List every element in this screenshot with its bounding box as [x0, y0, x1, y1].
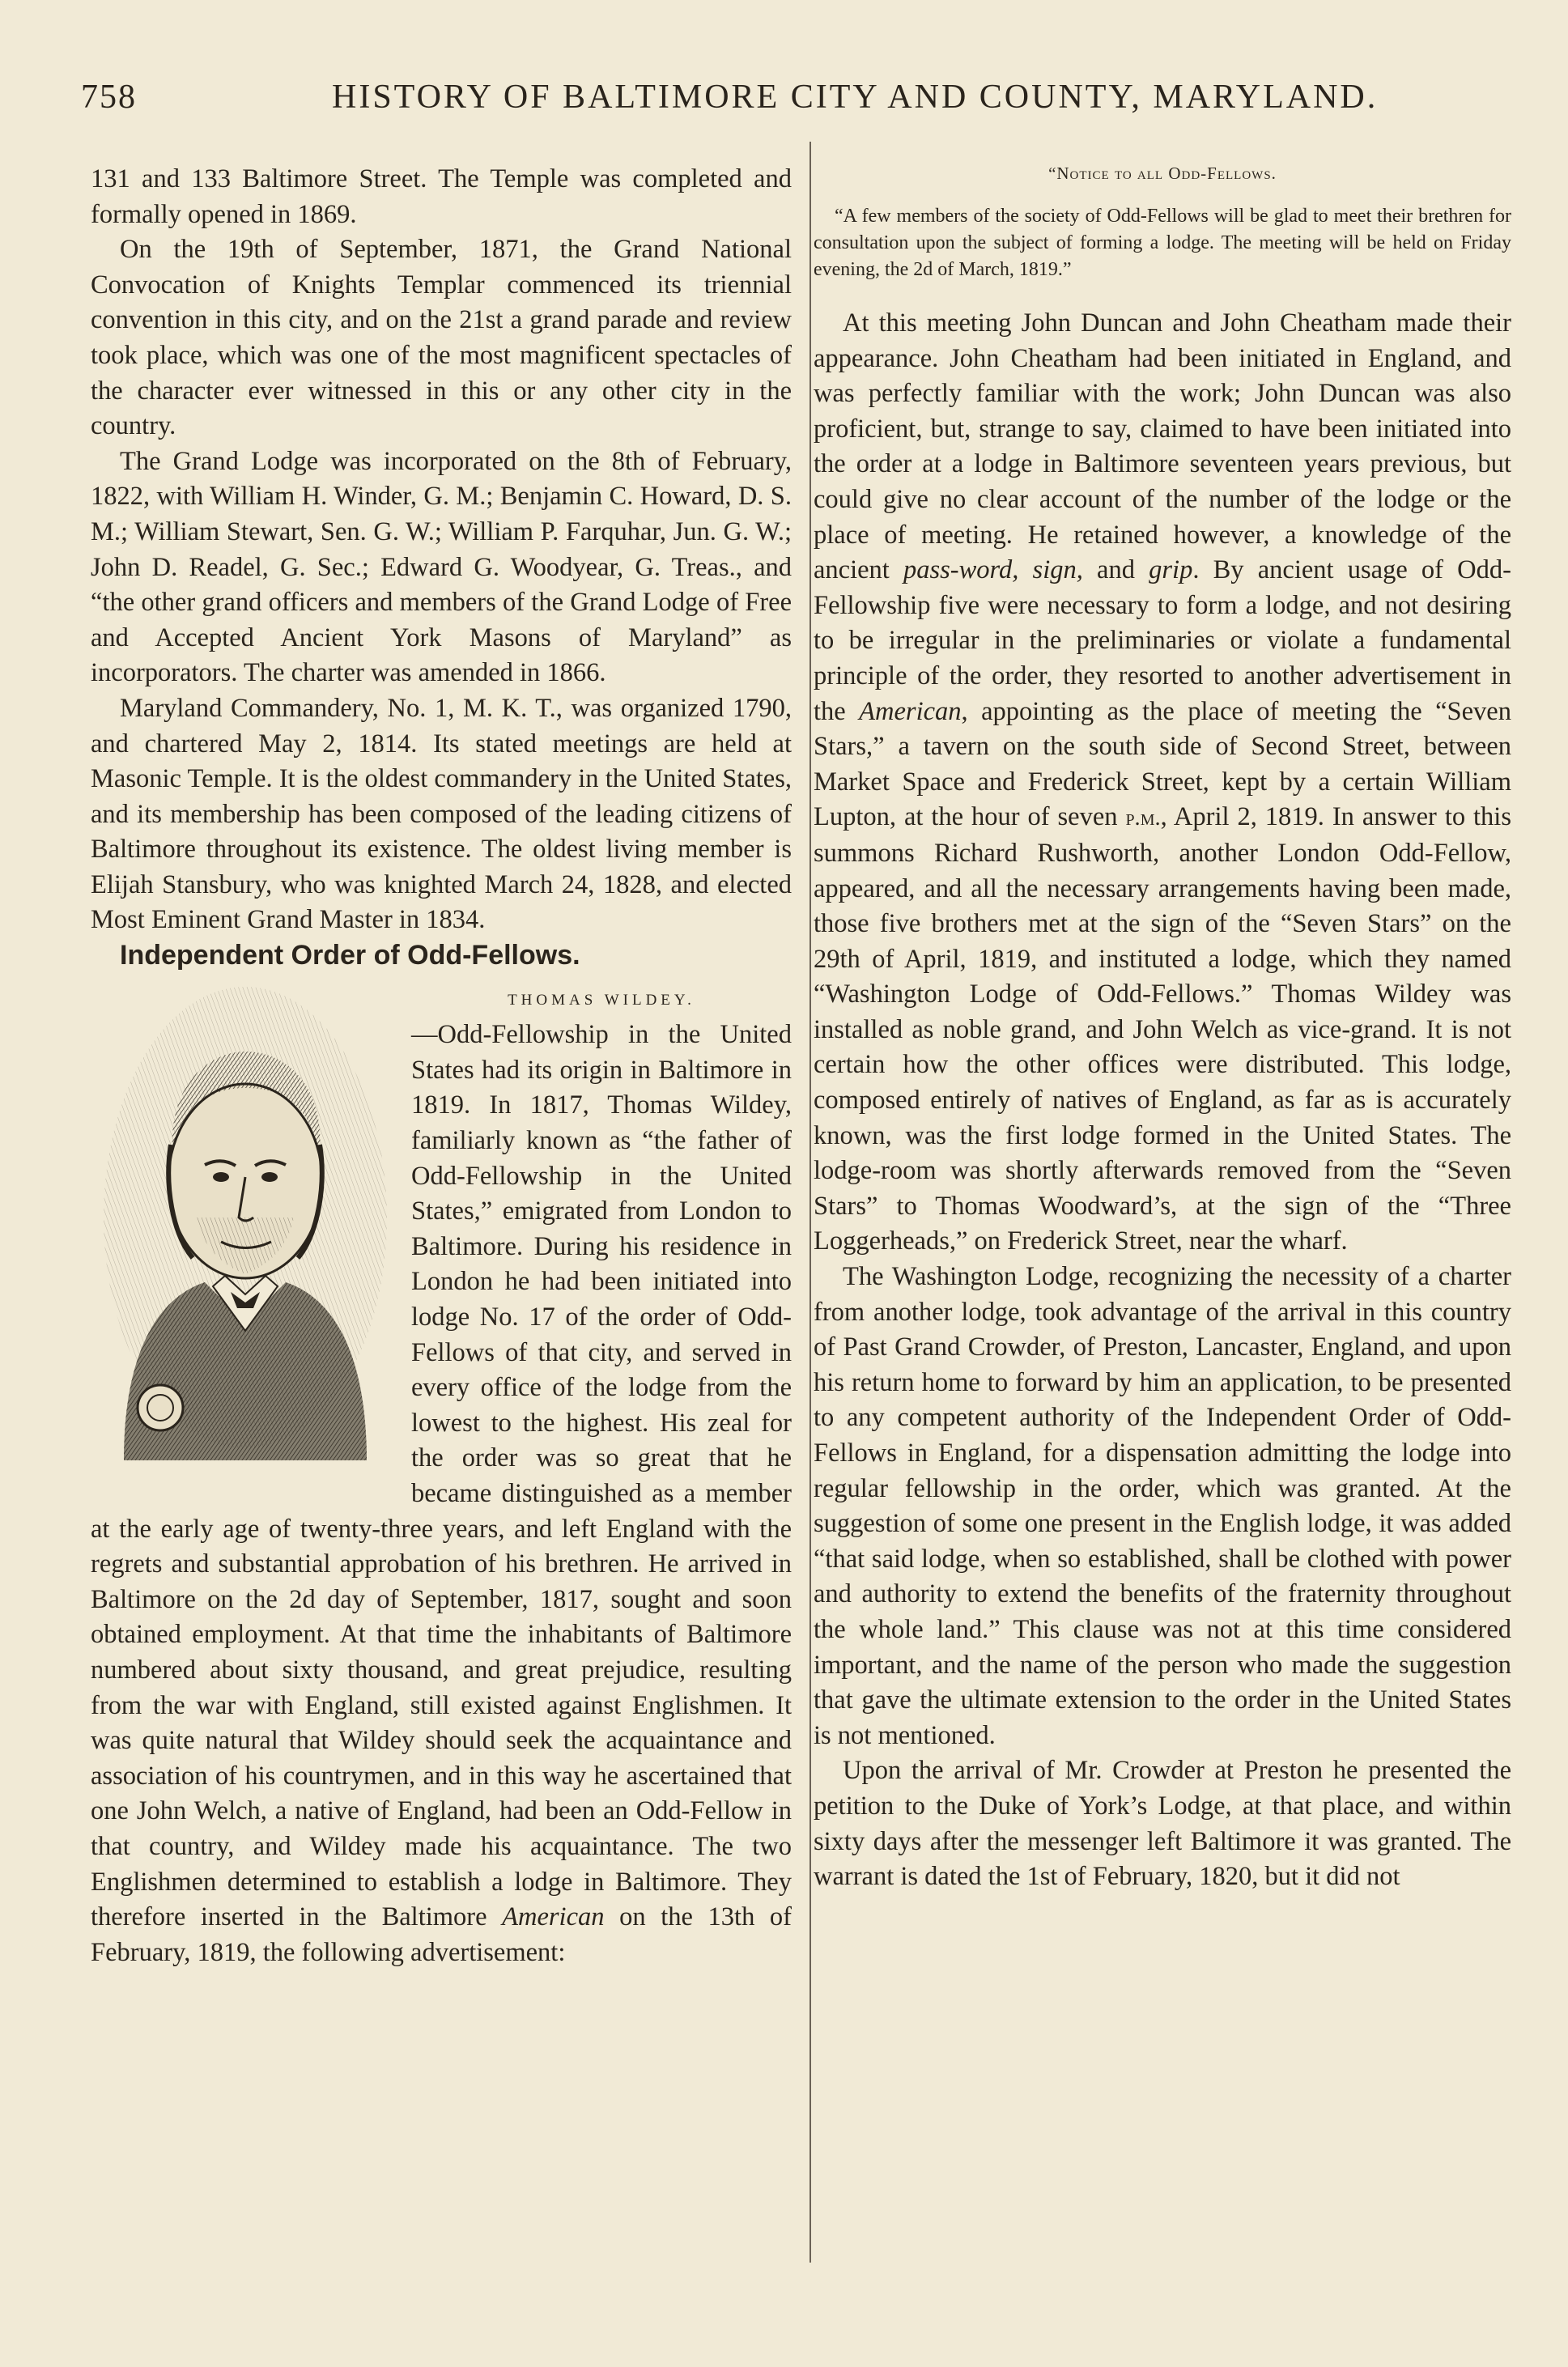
- section-heading: Independent Order of Odd-Fellows.: [120, 940, 580, 971]
- italic-run: grip: [1149, 555, 1193, 585]
- newspaper-title: American: [502, 1902, 605, 1932]
- notice-body: “A few members of the society of Odd-Fellows will be glad to meet their brethren for consultation upon the subject of forming a lodge. The meeting will be held on Friday evening, the 2d of March, 1819.”: [814, 206, 1511, 280]
- text-run: , appointing as the place of meeting the “Seven Stars,” a tavern on the south side of Second Street, between Market Space and Frederick Street, kept by a certain William Lupton, at the hour of seven: [814, 696, 1511, 832]
- portrait-caption: THOMAS WILDEY.: [508, 991, 695, 1009]
- paragraph: Upon the arrival of Mr. Crowder at Preston he presented the petition to the Duke of York’s Lodge, at that place, and within sixty days after the messenger left Baltimore it was granted. The warrant is dated the 1st of February, 1820, but it did not: [814, 1756, 1511, 1892]
- paragraph: Maryland Commandery, No. 1, M. K. T., was organized 1790, and chartered May 2, 1814. Its stated meetings are held at Masonic Temple. It is the oldest commandery in the United States, and its membership has been composed of the leading citizens of Baltimore throughout its existence. The oldest living member is Elijah Stansbury, who was knighted March 24, 1828, and elected Most Eminent Grand Master in 1834.: [91, 693, 792, 935]
- page-number: 758: [81, 79, 137, 116]
- column-divider: [809, 142, 811, 2263]
- portrait-figure: [91, 975, 400, 1509]
- paragraph: The Grand Lodge was incorporated on the 8th of February, 1822, with William H. Winder, G. M.; Benjamin C. Howard, D. S. M.; William Stewart, Sen. G. W.; William P. Farquhar, Jun. G. W.; John D. Readel, G. Sec.; Edward G. Woodyear, G. Treas., and “the other grand officers and members of the Grand Lodge of Free and Accepted Ancient York Masons of Maryland” as incorporators. The charter was amended in 1866.: [91, 446, 792, 688]
- notice-block: [814, 160, 1511, 283]
- paragraph: 131 and 133 Baltimore Street. The Temple was completed and formally opened in 1869.: [91, 164, 792, 229]
- text-run: At this meeting John Duncan and John Cheatham made their appearance. John Cheatham had been initiated in England, and was perfectly familiar with the work; John Duncan was also proficient, but, strange to say, claimed to have been initiated into the order at a lodge in Baltimore seventeen years previous, but could give no clear account of the number of the lodge or the place of meeting. He retained however, a knowledge of the ancient: [814, 308, 1511, 585]
- odd-fellows-text-end: on the 13th of February, 1819, the following advertisement:: [91, 1902, 792, 1967]
- running-title: HISTORY OF BALTIMORE CITY AND COUNTY, MARYLAND.: [332, 79, 1379, 116]
- notice-title: “Notice to all Odd-Fellows.: [1048, 164, 1277, 183]
- odd-fellows-paragraph: [91, 938, 792, 975]
- italic-run: pass-word, sign,: [903, 555, 1083, 585]
- paragraph: On the 19th of September, 1871, the Grand National Convocation of Knights Templar commenced its triennial convention in this city, and on the 21st a grand parade and review took place, which was one of the most magnificent spectacles of the character ever witnessed in this or any other city in the country.: [91, 235, 792, 441]
- paragraph: [814, 306, 1511, 1260]
- left-column: [91, 162, 792, 1970]
- thomas-wildey-portrait: [91, 975, 400, 1460]
- paragraph: The Washington Lodge, recognizing the necessity of a charter from another lodge, took advantage of the arrival in this country of Past Grand Crowder, of Preston, Lancaster, England, and upon his return home to forward by him an application, to be presented to any competent authority of the Independent Order of Odd-Fellows in England, for a dispensation admitting the lodge into regular fellowship in the order, which was granted. At the suggestion of some one present in the English lodge, it was added “that said lodge, when so established, shall be clothed with power and authority to extend the benefits of the fraternity throughout the whole land.” This clause was not at this time considered important, and the name of the person who made the suggestion that gave the ultimate extension to the order in the United States is not mentioned.: [814, 1262, 1511, 1750]
- text-run: . By ancient usage of Odd-Fellowship five were necessary to form a lodge, and not desiring to be irregular in the preliminaries or violate a fundamental principle of the order, they resorted to another advertisement in the: [814, 555, 1511, 726]
- text-run: , April 2, 1819. In answer to this summons Richard Rushworth, another London Odd-Fellow, appeared, and all the necessary arrangements having been made, those five brothers met at the sign of the “Seven Stars” on the 29th of April, 1819, and instituted a lodge, which they named “Washington Lodge of Odd-Fellows.” Thomas Wildey was installed as noble grand, and John Welch as vice-grand. It is not certain how the other offices were distributed. This lodge, composed entirely of natives of England, as far as is accurately known, was the first lodge formed in the United States. The lodge-room was shortly afterwards removed from the “Seven Stars” to Thomas Woodward’s, at the sign of the “Three Loggerheads,” on Frederick Street, near the wharf.: [814, 802, 1511, 1256]
- text-run: and: [1082, 555, 1149, 585]
- odd-fellows-text: —Odd-Fellowship in the United States had its origin in Baltimore in 1819. In 1817, Thomas Wildey, familiarly known as “the father of Odd-Fellowship in the United States,” emigrated from London to Baltimore. During his residence in London he had been initiated into lodge No. 17 of the order of Odd-Fellows of that city, and served in every office of the lodge from the lowest to the highest. His zeal for the order was so great that he became distinguished as a member at the early age of twenty-three years, and left England with the regrets and substantial approbation of his brethren. He arrived in Baltimore on the 2d day of September, 1817, sought and soon obtained employment. At that time the inhabitants of Baltimore numbered about sixty thousand, and great prejudice, resulting from the war with England, still existed against Englishmen. It was quite natural that Wildey should seek the acquaintance and association of his countrymen, and in this way he ascertained that one John Welch, a native of England, had been an Odd-Fellow in that country, and Wildey made his acquaintance. The two Englishmen determined to establish a lodge in Baltimore. They therefore inserted in the Baltimore: [91, 1020, 792, 1932]
- time-abbrev: p.m.: [1125, 805, 1161, 831]
- page-header: [32, 78, 1530, 134]
- newspaper-title: American: [859, 696, 962, 726]
- right-column: [814, 306, 1511, 1895]
